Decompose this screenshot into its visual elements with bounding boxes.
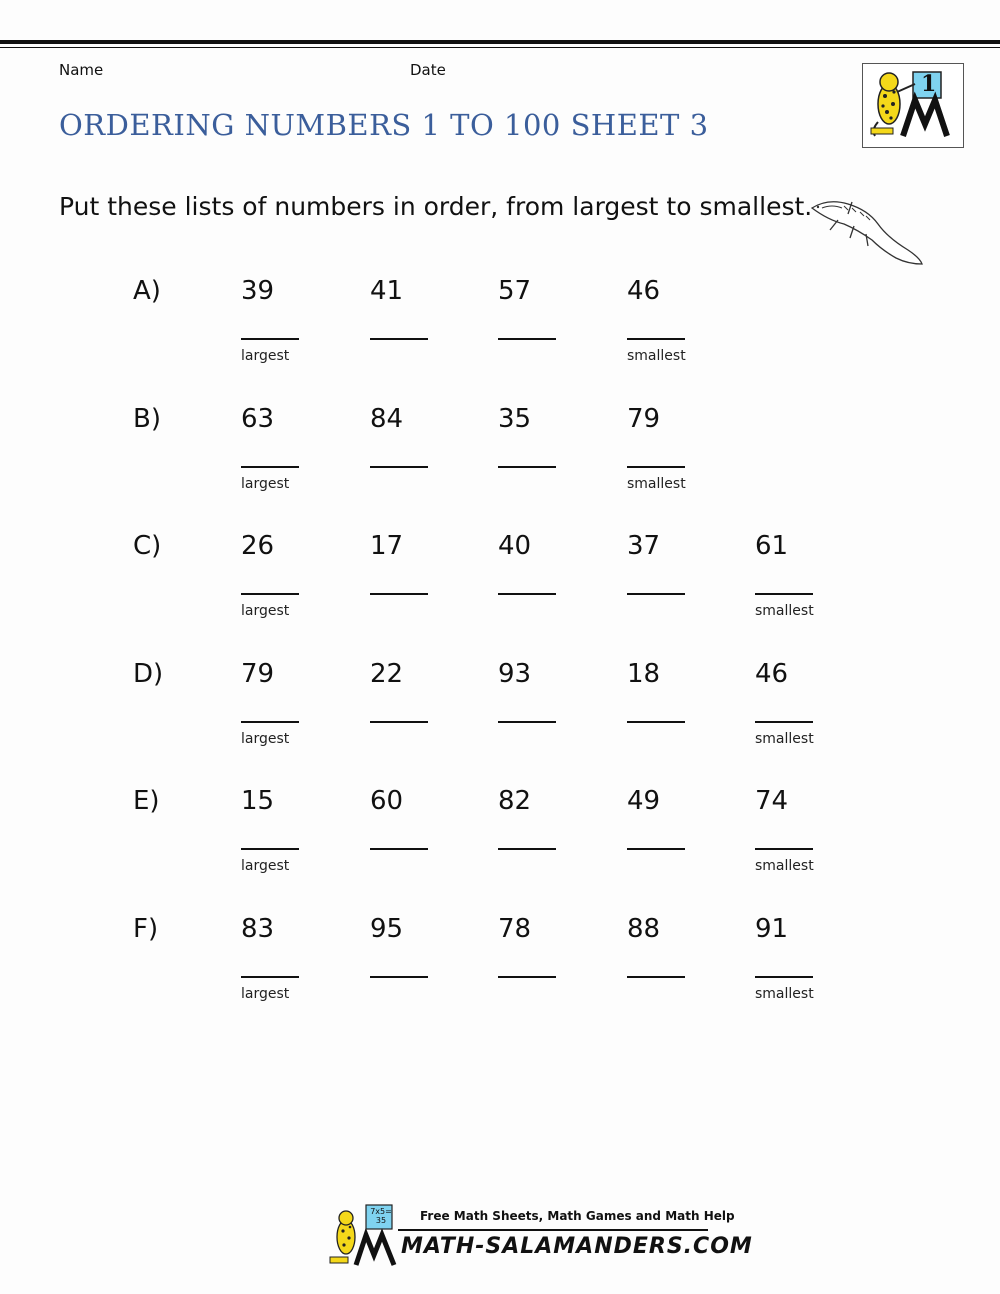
- largest-caption: largest: [241, 603, 290, 619]
- answer-blank[interactable]: [241, 466, 299, 468]
- problem-number: 88: [627, 914, 661, 944]
- answer-blank[interactable]: [755, 721, 813, 723]
- answer-blank[interactable]: [755, 976, 813, 978]
- logo: [862, 63, 964, 148]
- problem-number: 40: [498, 531, 532, 561]
- problem-letter: B): [133, 404, 161, 434]
- problem-letter: A): [133, 276, 161, 306]
- answer-blank[interactable]: [627, 593, 685, 595]
- footer-rule: [398, 1229, 708, 1231]
- problem-number: 61: [755, 531, 789, 561]
- largest-caption: largest: [241, 731, 290, 747]
- salamander-logo-icon: [863, 64, 963, 147]
- answer-blank[interactable]: [498, 338, 556, 340]
- largest-caption: largest: [241, 858, 290, 874]
- problem-number: 83: [241, 914, 275, 944]
- problem-number: 37: [627, 531, 661, 561]
- problem-number: 82: [498, 786, 532, 816]
- answer-blank[interactable]: [241, 338, 299, 340]
- answer-blank[interactable]: [370, 976, 428, 978]
- problem-row: [0, 404, 1000, 532]
- answer-blank[interactable]: [627, 466, 685, 468]
- smallest-caption: smallest: [627, 348, 686, 364]
- problem-number: 46: [627, 276, 661, 306]
- largest-caption: largest: [241, 986, 290, 1002]
- answer-blank[interactable]: [241, 848, 299, 850]
- problem-letter: E): [133, 786, 160, 816]
- problem-number: 26: [241, 531, 275, 561]
- answer-blank[interactable]: [627, 721, 685, 723]
- page-title: ORDERING NUMBERS 1 TO 100 SHEET 3: [59, 108, 709, 142]
- answer-blank[interactable]: [370, 466, 428, 468]
- problem-number: 91: [755, 914, 789, 944]
- instructions: Put these lists of numbers in order, from largest to smallest.: [59, 192, 813, 221]
- logo-badge-number: 1: [921, 71, 937, 97]
- problem-row: [0, 531, 1000, 659]
- answer-blank[interactable]: [498, 848, 556, 850]
- problem-row: [0, 914, 1000, 1042]
- problem-number: 79: [627, 404, 661, 434]
- footer-badge-text: 7x5= 35: [370, 1207, 392, 1225]
- problem-number: 93: [498, 659, 532, 689]
- problem-number: 35: [498, 404, 532, 434]
- answer-blank[interactable]: [755, 848, 813, 850]
- problem-letter: D): [133, 659, 164, 689]
- date-label: Date: [410, 61, 446, 79]
- smallest-caption: smallest: [755, 986, 814, 1002]
- problem-number: 78: [498, 914, 532, 944]
- answer-blank[interactable]: [241, 721, 299, 723]
- answer-blank[interactable]: [627, 338, 685, 340]
- largest-caption: largest: [241, 348, 290, 364]
- problem-row: [0, 276, 1000, 404]
- problem-number: 41: [370, 276, 404, 306]
- problem-number: 79: [241, 659, 275, 689]
- problem-number: 60: [370, 786, 404, 816]
- smallest-caption: smallest: [755, 603, 814, 619]
- answer-blank[interactable]: [370, 721, 428, 723]
- smallest-caption: smallest: [755, 858, 814, 874]
- problem-number: 95: [370, 914, 404, 944]
- top-rule-thick: [0, 40, 1000, 44]
- smallest-caption: smallest: [627, 476, 686, 492]
- answer-blank[interactable]: [498, 466, 556, 468]
- problem-number: 46: [755, 659, 789, 689]
- problem-number: 74: [755, 786, 789, 816]
- smallest-caption: smallest: [755, 731, 814, 747]
- top-rule-thin: [0, 47, 1000, 48]
- problem-number: 39: [241, 276, 275, 306]
- problem-number: 63: [241, 404, 275, 434]
- problem-number: 49: [627, 786, 661, 816]
- answer-blank[interactable]: [627, 848, 685, 850]
- problem-number: 15: [241, 786, 275, 816]
- footer-tagline: Free Math Sheets, Math Games and Math Help: [420, 1209, 735, 1223]
- answer-blank[interactable]: [498, 593, 556, 595]
- answer-blank[interactable]: [755, 593, 813, 595]
- answer-blank[interactable]: [498, 976, 556, 978]
- answer-blank[interactable]: [627, 976, 685, 978]
- problem-letter: C): [133, 531, 162, 561]
- largest-caption: largest: [241, 476, 290, 492]
- problem-number: 18: [627, 659, 661, 689]
- answer-blank[interactable]: [498, 721, 556, 723]
- problem-row: [0, 786, 1000, 914]
- problem-number: 84: [370, 404, 404, 434]
- answer-blank[interactable]: [241, 976, 299, 978]
- problem-number: 17: [370, 531, 404, 561]
- name-label: Name: [59, 61, 104, 79]
- answer-blank[interactable]: [370, 593, 428, 595]
- answer-blank[interactable]: [241, 593, 299, 595]
- problem-letter: F): [133, 914, 159, 944]
- problem-row: [0, 659, 1000, 787]
- footer-brand: MATH-SALAMANDERS.COM: [401, 1234, 753, 1259]
- salamander-doodle-icon: [808, 190, 926, 270]
- answer-blank[interactable]: [370, 848, 428, 850]
- problem-number: 22: [370, 659, 404, 689]
- problem-number: 57: [498, 276, 532, 306]
- answer-blank[interactable]: [370, 338, 428, 340]
